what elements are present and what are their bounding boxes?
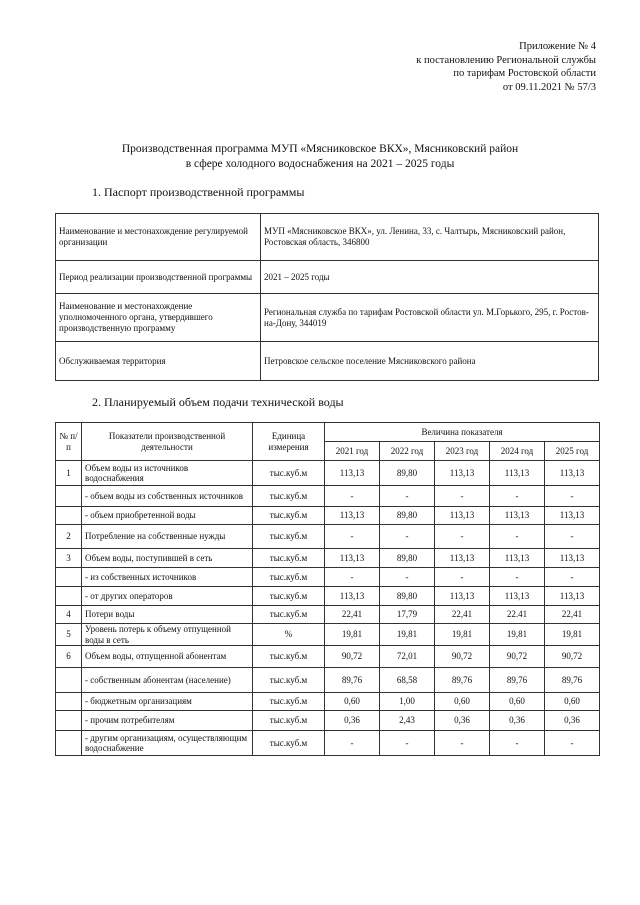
table-row [56,624,600,646]
table-row [56,461,600,486]
row-value: 113,13 [490,507,545,525]
row-unit: тыс.куб.м [253,568,325,587]
header-unit: Единица измерения [253,423,325,461]
row-unit: тыс.куб.м [253,711,325,731]
row-value: - [435,568,490,587]
table-row [56,606,600,624]
header-indicator: Показатели производственной деятельности [82,423,253,461]
row-num [56,711,82,731]
table-row [56,668,600,693]
row-value: 89,80 [380,549,435,568]
row-value: 113,13 [435,587,490,606]
row-num [56,568,82,587]
row-value: - [435,731,490,756]
table-row [56,549,600,568]
row-value: 89,80 [380,507,435,525]
row-value: - [435,486,490,507]
row-value: 89,80 [380,587,435,606]
row-indicator: Уровень потерь к объему отпущенной воды в сеть [82,624,253,646]
row-unit: тыс.куб.м [253,668,325,693]
row-indicator: - собственным абонентам (население) [82,668,253,693]
row-value: 90,72 [325,646,380,668]
row-value: 22.41 [490,606,545,624]
title-line-1: Производственная программа МУП «Мясниковское ВКХ», Мясниковский район [121,143,519,155]
row-num [56,693,82,711]
row-value: 113,13 [325,549,380,568]
header-year: 2022 год [380,442,435,461]
passport-value: 2021 – 2025 годы [261,261,599,294]
volume-table-body [56,461,600,756]
row-unit: тыс.куб.м [253,507,325,525]
row-indicator: - от других операторов [82,587,253,606]
row-value: 113,13 [325,587,380,606]
passport-row [56,214,599,261]
row-num [56,731,82,756]
row-value: 68,58 [380,668,435,693]
row-value: 22,41 [435,606,490,624]
header-year: 2024 год [490,442,545,461]
row-value: 0,36 [545,711,600,731]
row-value: 0,36 [490,711,545,731]
row-value: - [325,568,380,587]
appendix-block [296,40,596,94]
row-value: - [325,525,380,549]
header-row [56,423,600,442]
passport-value: Петровское сельское поселение Мясниковского района [261,342,599,381]
row-num: 4 [56,606,82,624]
row-value: 0,60 [435,693,490,711]
row-value: 90,72 [435,646,490,668]
row-unit: тыс.куб.м [253,525,325,549]
row-value: - [380,525,435,549]
row-num [56,507,82,525]
row-value: 89,76 [490,668,545,693]
row-value: 113,13 [435,549,490,568]
section-2-heading: 2. Планируемый объем подачи технической воды [92,395,344,409]
table-row [56,711,600,731]
row-unit: тыс.куб.м [253,549,325,568]
row-value: 1,00 [380,693,435,711]
row-value: 113,13 [545,587,600,606]
row-unit: тыс.куб.м [253,693,325,711]
row-value: - [545,568,600,587]
row-unit: тыс.куб.м [253,606,325,624]
row-value: 113,13 [435,461,490,486]
title-line-2: в сфере холодного водоснабжения на 2021 – 2025 годы [185,158,455,170]
passport-row [56,261,599,294]
row-value: 113,13 [490,549,545,568]
header-year: 2023 год [435,442,490,461]
row-value: 0,60 [325,693,380,711]
table-row [56,525,600,549]
row-indicator: Потери воды [82,606,253,624]
row-indicator: Объем воды из источников водоснабжения [82,461,253,486]
row-indicator: - другим организациям, осуществляющим водоснабжение [82,731,253,756]
row-unit: тыс.куб.м [253,587,325,606]
row-value: - [435,525,490,549]
row-value: - [380,731,435,756]
appendix-line: Приложение № 4 [519,41,596,52]
table-row [56,693,600,711]
passport-value: МУП «Мясниковское ВКХ», ул. Ленина, 33, с. Чалтырь, Мясниковский район, Ростовская область, 346800 [261,214,599,261]
row-value: - [490,525,545,549]
row-indicator: - из собственных источников [82,568,253,587]
passport-key: Период реализации производственной программы [56,261,261,294]
volume-table [55,422,600,756]
row-value: 0,60 [545,693,600,711]
row-value: 17,79 [380,606,435,624]
row-value: 89,76 [325,668,380,693]
row-value: 89,80 [380,461,435,486]
appendix-line: к постановлению Региональной службы [416,54,596,66]
row-value: - [490,486,545,507]
row-value: 90,72 [545,646,600,668]
row-value: 113,13 [325,461,380,486]
row-value: - [490,568,545,587]
row-value: - [325,731,380,756]
row-value: - [545,525,600,549]
row-unit: тыс.куб.м [253,461,325,486]
row-value: - [545,731,600,756]
row-value: - [325,486,380,507]
passport-row [56,342,599,381]
table-row [56,568,600,587]
row-indicator: - объем приобретенной воды [82,507,253,525]
row-num [56,587,82,606]
header-num: № п/п [56,423,82,461]
passport-key: Обслуживаемая территория [56,342,261,381]
row-value: 0,60 [490,693,545,711]
header-value: Величина показателя [325,423,600,442]
row-num: 2 [56,525,82,549]
row-value: - [490,731,545,756]
row-value: 113,13 [325,507,380,525]
row-value: 19,81 [435,624,490,646]
row-value: 22,41 [325,606,380,624]
row-indicator: Объем воды, отпущенной абонентам [82,646,253,668]
row-value: 19,81 [545,624,600,646]
row-unit: тыс.куб.м [253,646,325,668]
row-unit: тыс.куб.м [253,731,325,756]
table-row [56,486,600,507]
section-1-heading: 1. Паспорт производственной программы [92,185,305,199]
row-value: 113,13 [490,587,545,606]
row-value: 19,81 [325,624,380,646]
header-year: 2021 год [325,442,380,461]
appendix-line: от 09.11.2021 № 57/3 [502,81,596,93]
row-value: 22,41 [545,606,600,624]
row-indicator: - бюджетным организациям [82,693,253,711]
row-value: 90,72 [490,646,545,668]
appendix-line: по тарифам Ростовской области [453,68,596,79]
row-num: 6 [56,646,82,668]
row-num: 3 [56,549,82,568]
document-title [0,142,640,172]
passport-value: Региональная служба по тарифам Ростовской области ул. М.Горького, 295, г. Ростов-на-Дону, 344019 [261,294,599,342]
row-value: 113,13 [545,549,600,568]
row-num: 5 [56,624,82,646]
row-value: 2,43 [380,711,435,731]
row-value: - [545,486,600,507]
row-num: 1 [56,461,82,486]
row-value: 19,81 [380,624,435,646]
row-unit: тыс.куб.м [253,486,325,507]
row-num [56,486,82,507]
table-row [56,646,600,668]
row-value: 113,13 [490,461,545,486]
row-value: 89,76 [435,668,490,693]
row-value: 89,76 [545,668,600,693]
row-indicator: Потребление на собственные нужды [82,525,253,549]
header-year: 2025 год [545,442,600,461]
passport-table [55,213,599,381]
table-row [56,507,600,525]
row-value: - [380,568,435,587]
row-unit: % [253,624,325,646]
row-num [56,668,82,693]
row-value: 113,13 [435,507,490,525]
passport-row [56,294,599,342]
row-value: 0,36 [325,711,380,731]
row-value: 113,13 [545,461,600,486]
row-indicator: - прочим потребителям [82,711,253,731]
passport-key: Наименование и местонахождение уполномоченного органа, утвердившего производственную программу [56,294,261,342]
row-value: - [380,486,435,507]
row-value: 113,13 [545,507,600,525]
row-indicator: Объем воды, поступившей в сеть [82,549,253,568]
table-row [56,731,600,756]
table-row [56,587,600,606]
row-value: 0,36 [435,711,490,731]
passport-key: Наименование и местонахождение регулируемой организации [56,214,261,261]
row-value: 72,01 [380,646,435,668]
row-indicator: - объем воды из собственных источников [82,486,253,507]
row-value: 19,81 [490,624,545,646]
